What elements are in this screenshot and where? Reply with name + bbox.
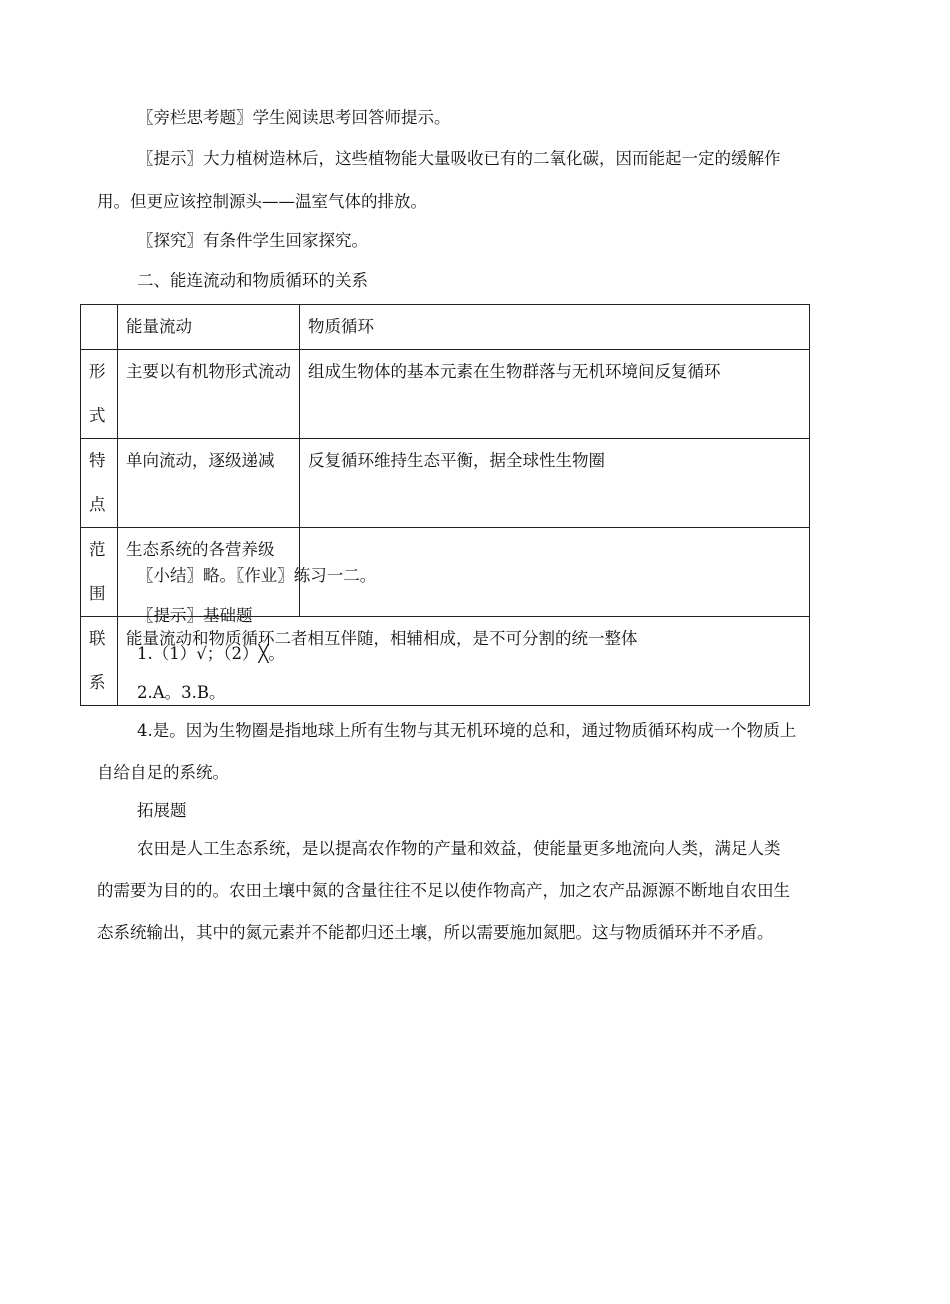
answer-1: 1.（1）√；（2）╳。 [137, 644, 285, 663]
row-label: 形式 [81, 350, 118, 439]
section-heading: 二、能连流动和物质循环的关系 [137, 271, 368, 290]
paragraph-hint-1: 〖提示〗大力植树造林后，这些植物能大量吸收已有的二氧化碳，因而能起一定的缓解作 [137, 149, 781, 168]
row-label: 范围 [81, 528, 118, 617]
cell-combined: 能量流动和物质循环二者相互伴随，相辅相成，是不可分割的统一整体 [118, 617, 810, 706]
paragraph-hint-basic: 〖提示〗基础题 [137, 606, 253, 625]
extension-para-1: 农田是人工生态系统，是以提高农作物的产量和效益，使能量更多地流向人类，满足人类 [137, 839, 781, 858]
answer-4-cont: 自给自足的系统。 [97, 763, 229, 782]
extension-para-2: 的需要为目的的。农田土壤中氮的含量往往不足以使作物高产，加之农产品源源不断地自农田生 [97, 881, 790, 900]
paragraph-summary: 〖小结〗略。〖作业〗练习一二。 [137, 566, 377, 585]
header-material-cycle: 物质循环 [300, 305, 810, 350]
header-energy-flow: 能量流动 [118, 305, 300, 350]
paragraph-explore: 〖探究〗有条件学生回家探究。 [137, 231, 368, 250]
table-header-row [81, 305, 810, 350]
row-label: 特点 [81, 439, 118, 528]
paragraph-sidebar-question: 〖旁栏思考题〗学生阅读思考回答师提示。 [137, 108, 451, 127]
cell-matter: 组成生物体的基本元素在生物群落与无机环境间反复循环 [300, 350, 810, 439]
answer-2-3: 2.A。3.B。 [137, 683, 226, 702]
answer-4: 4.是。因为生物圈是指地球上所有生物与其无机环境的总和，通过物质循环构成一个物质上 [137, 721, 797, 740]
extension-heading: 拓展题 [137, 801, 187, 820]
row-label: 联系 [81, 617, 118, 706]
table-row [81, 350, 810, 439]
cell-matter: 反复循环维持生态平衡，据全球性生物圈 [300, 439, 810, 528]
header-empty [81, 305, 118, 350]
cell-energy: 生态系统的各营养级 [118, 528, 300, 617]
cell-energy: 单向流动，逐级递减 [118, 439, 300, 528]
extension-para-3: 态系统输出，其中的氮元素并不能都归还土壤，所以需要施加氮肥。这与物质循环并不矛盾。 [97, 923, 774, 942]
paragraph-hint-1-cont: 用。但更应该控制源头——温室气体的排放。 [97, 192, 427, 211]
cell-energy: 主要以有机物形式流动 [118, 350, 300, 439]
table-row [81, 439, 810, 528]
